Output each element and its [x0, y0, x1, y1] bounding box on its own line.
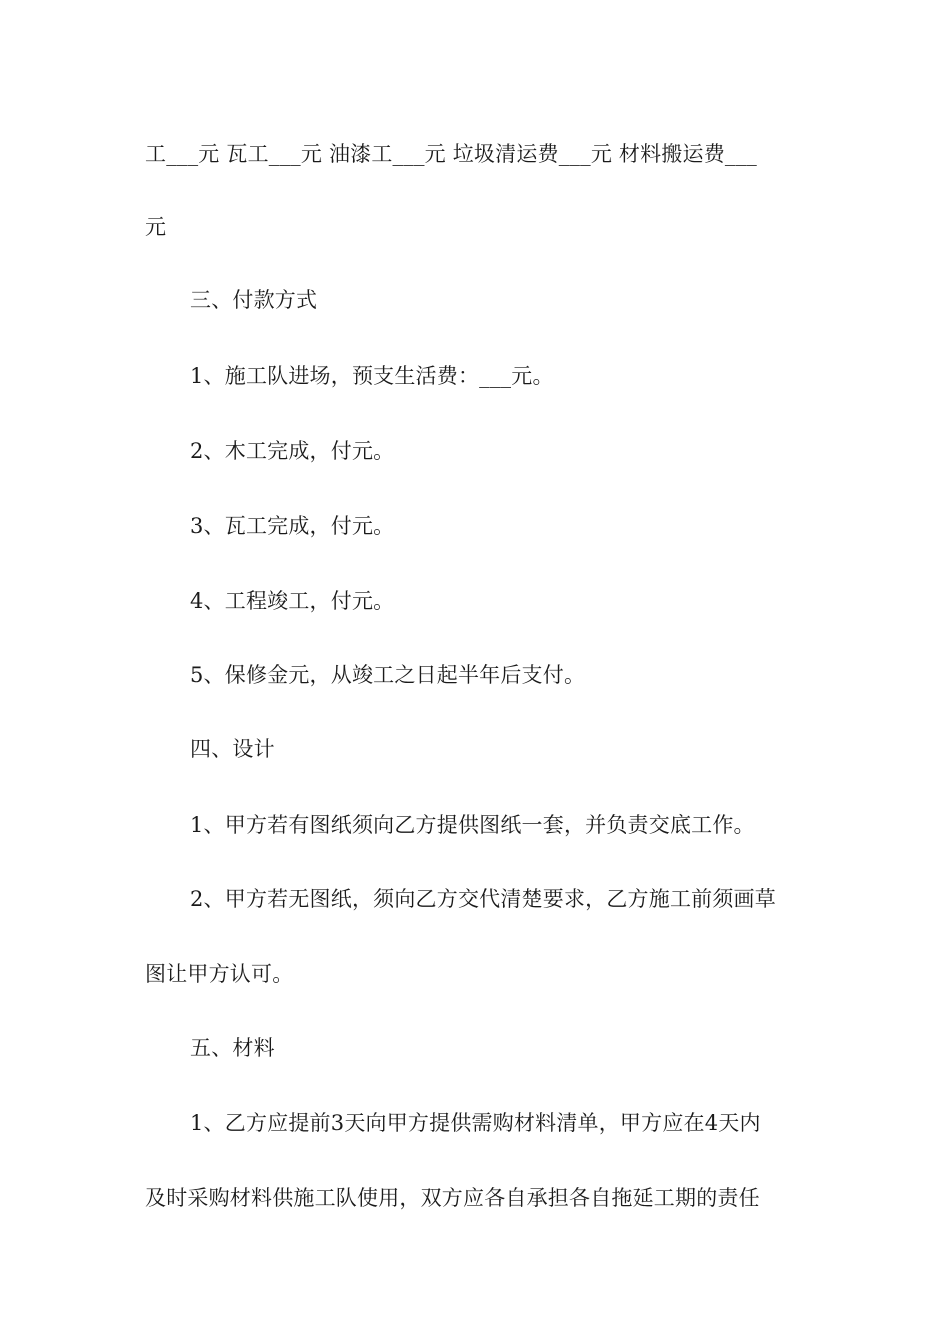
design-item-1: 1、甲方若有图纸须向乙方提供图纸一套，并负责交底工作。 — [190, 813, 755, 837]
design-item-2-continued: 图让甲方认可。 — [145, 962, 294, 986]
payment-item-4: 4、工程竣工，付元。 — [190, 589, 395, 613]
materials-item-1: 1、乙方应提前3天向甲方提供需购材料清单，甲方应在4天内 — [190, 1111, 761, 1135]
payment-item-5: 5、保修金元，从竣工之日起半年后支付。 — [190, 663, 586, 687]
payment-item-3: 3、瓦工完成，付元。 — [190, 514, 395, 538]
payment-item-2: 2、木工完成，付元。 — [190, 439, 395, 463]
section-heading-payment: 三、付款方式 — [190, 288, 318, 312]
design-item-2: 2、甲方若无图纸，须向乙方交代清楚要求，乙方施工前须画草 — [190, 887, 776, 911]
materials-item-1-continued: 及时采购材料供施工队使用，双方应各自承担各自拖延工期的责任 — [145, 1186, 760, 1210]
section-heading-materials: 五、材料 — [190, 1036, 275, 1060]
cost-line-end: 元 — [145, 215, 167, 239]
payment-item-1: 1、施工队进场，预支生活费：___元。 — [190, 364, 554, 388]
cost-line-continued: 工___元 瓦工___元 油漆工___元 垃圾清运费___元 材料搬运费___ — [145, 142, 757, 166]
section-heading-design: 四、设计 — [190, 737, 275, 761]
